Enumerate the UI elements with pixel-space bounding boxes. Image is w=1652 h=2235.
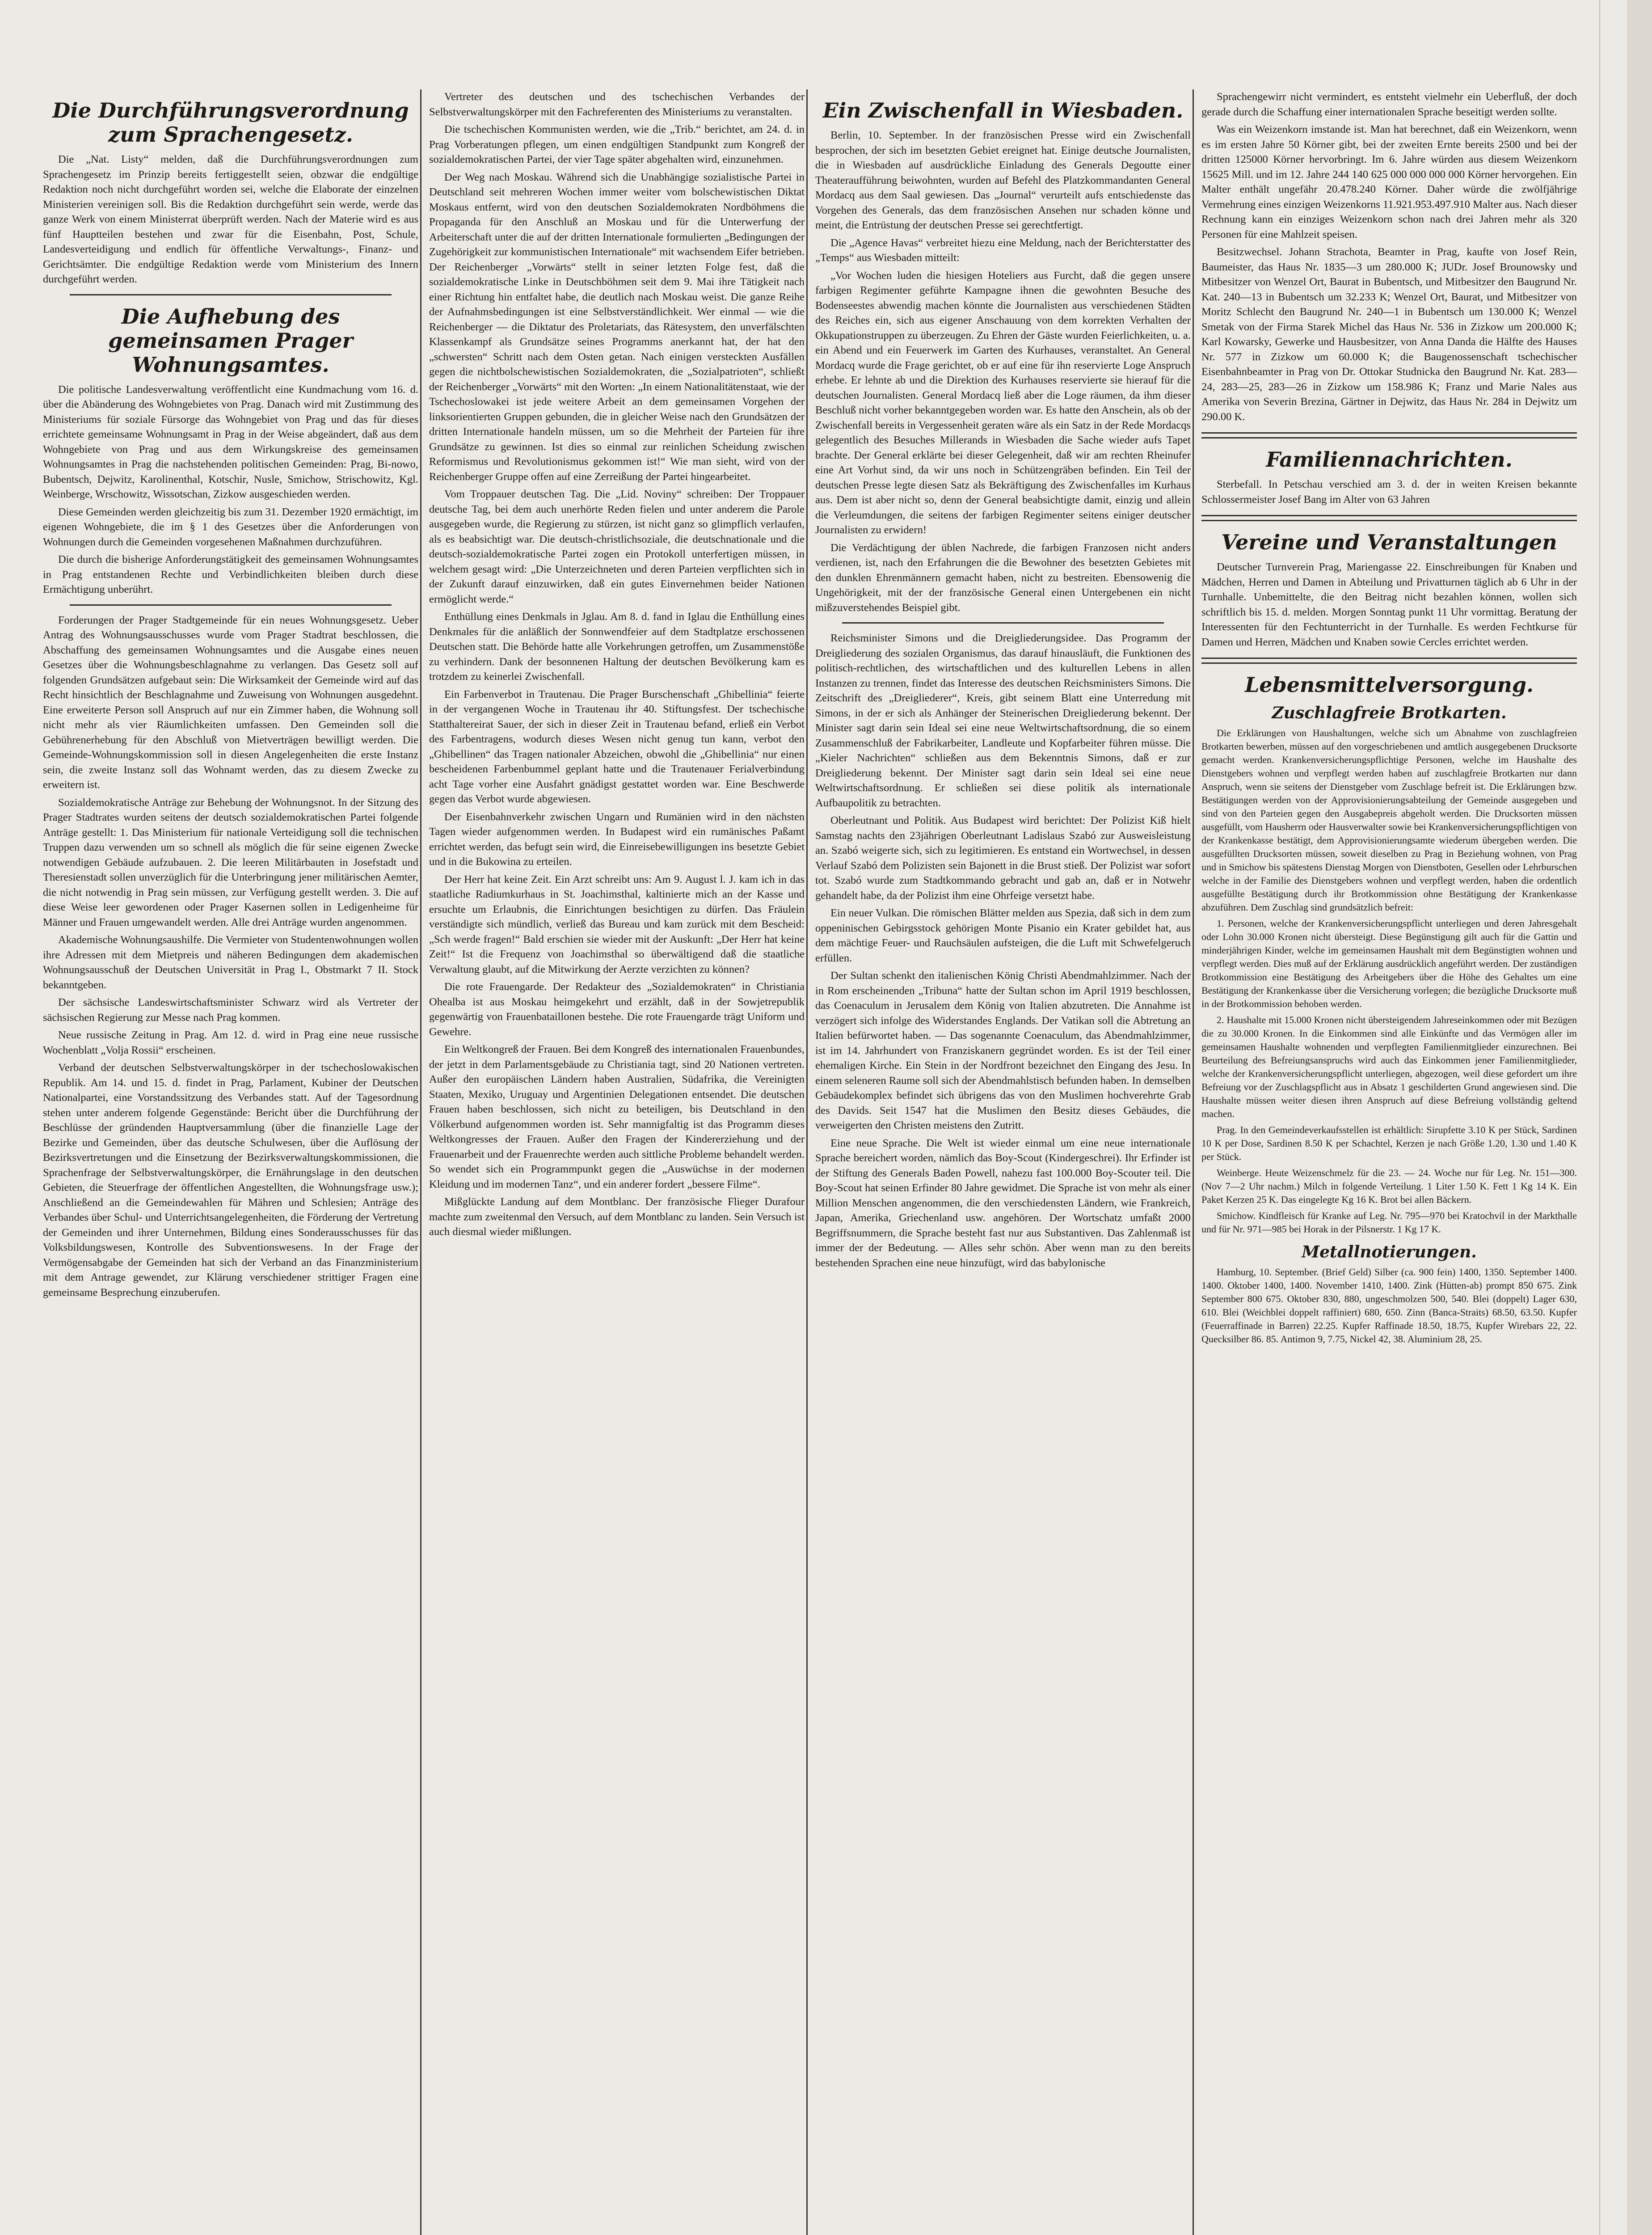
column-1 (43, 89, 418, 2235)
article-paragraph: Neue russische Zeitung in Prag. Am 12. d. wird in Prag eine neue russische Wochenblatt „Volja Rossii“ erscheinen. (43, 1029, 418, 1056)
article-paragraph: Vom Troppauer deutschen Tag. Die „Lid. Noviny“ schreiben: Der Troppauer deutsche Tag, bei dem auch unerhörte Reden fielen und unter anderem die Parole ausgegeben wurde, die Regierung zu stürzen, ist nicht ganz so glimpflich verlaufen, als es beabsichtigt war. Die deutsch-christlichsoziale, die deutschnationale und die deutsch-sozialdemokratische Partei zogen ein Protokoll unterfertigen müssen, in welchem gesagt wird: „Die Unterzeichneten und deren Parteien verpflichten sich in der Zukunft darauf einzuwirken, daß ein gutes Einvernehmen beider Nationen ermöglicht werde.“ (429, 488, 805, 605)
column-3 (815, 89, 1191, 2235)
article-paragraph: Der sächsische Landeswirtschaftsminister Schwarz wird als Vertreter der sächsischen Regierung zur Messe nach Prag kommen. (43, 996, 418, 1024)
article-paragraph: Der Sultan schenkt den italienischen König Christi Abendmahlzimmer. Nach der in Rom erscheinenden „Tribuna“ hatte der Sultan schon im April 1919 beschlossen, das Coenaculum in Jerusalem dem König von Italien abzutreten. Die Annahme ist verzögert sich infolge des Widerstandes Englands. Der Vatikan soll die Abtretung an Italien befürwortet haben. — Das sogenannte Coenaculum, das Abendmahlzimmer, ist im 14. Jahrhundert von Franziskanern gegründet worden. Es ist der Teil einer ehemaligen Kirche. Ein Stein in der Nordfront bezeichnet den Eingang des Jesu. In einem seleneren Raume soll sich der Abendmahlstisch befunden haben. In demselben Gebäudekomplex befindet sich übrigens das von den Muslimen hochverehrte Grab des Davids. Seit 1547 hat die Muslimen den Besitz dieses Gebäudes, die verweigerten den Christen meistens den Zutritt. (815, 970, 1191, 1131)
article-paragraph: Mißglückte Landung auf dem Montblanc. Der französische Flieger Durafour machte zum zweitenmal den Versuch, auf dem Montblanc zu landen. Sein Versuch ist auch diesmal wieder mißlungen. (429, 1196, 805, 1238)
article-paragraph: Oberleutnant und Politik. Aus Budapest wird berichtet: Der Polizist Kiß hielt Samstag nachts den 23jährigen Oberleutnant Ladislaus Szabó zur Ausweisleistung an. Szabó weigerte sich, sich zu legitimieren. Es entstand ein Wortwechsel, in dessen Verlauf Szabó dem Polizisten sein Bajonett in die Brust stieß. Der Polizist war sofort tot. Szabó wurde zum Stadtkommando gebracht und gab an, daß er in Notwehr gehandelt habe, da der Polizist ihm eine Ohrfeige versetzt habe. (815, 814, 1191, 902)
article-paragraph: „Vor Wochen luden die hiesigen Hoteliers aus Furcht, daß die gegen unsere farbigen Regimenter geführte Kampagne ihnen die gewohnten Besuche des Bodenseestes abwendig machen könnte die Journalisten aus verschiedenen Städten des Reiches ein, sich aus eigener Anschauung von dem korrekten Verhalten der Okkupationstruppen zu überzeugen. Zu Ehren der Gäste wurden Feierlichkeiten, u. a. ein Abend und ein Feuerwerk im Garten des Kurhauses, veranstaltet. An General Mordacq wurde die Frage gerichtet, ob er auf eine für ihn reservierte Loge Anspruch erhebe. Er lehnte ab und die Direktion des Kurhauses reservierte sie hierauf für die deutschen Journalisten. General Mordacq ließ aber die Loge räumen, da ihm dieser Beschluß nicht vorher bekanntgegeben worden war. Es hatte den Anschein, als ob der Zwischenfall bereits in Vergessenheit geraten wäre als ein Satz in der Rede Mordacqs gelegentlich des Besuches Millerands in Wiesbaden die Sache wieder aufs Tapet brachte. Der General erklärte bei dieser Gelegenheit, daß wir am rechten Rheinufer eine Art Vorhut sind, da wir uns noch in Schützengräben befinden. Ein Teil der deutschen Presse legte diesen Satz als Bekräftigung des Zwischenfalles im Kurhaus aus. Dem ist aber nicht so, denn der General beabsichtigte damit, einzig und allein die Verleumdungen, die seitens der farbigen Regimenter seitens einiger deutscher Journalisten zu erwidern! (815, 269, 1191, 536)
article-paragraph: Sprachengewirr nicht vermindert, es entsteht vielmehr ein Ueberfluß, der doch gerade durch die Schaffung einer internationalen Sprache beseitigt werden sollte. (1201, 91, 1577, 118)
article-paragraph: Hamburg, 10. September. (Brief Geld) Silber (ca. 900 fein) 1400, 1350. September 1400. 1400. Oktober 1400, 1400. November 1410, 1400. Zink (Hütten-ab) prompt 850 675. Zink September 800 675. Oktober 830, 880, ungeschmolzen 500, 540. Blei (doppelt) Lager 630, 610. Blei (Weichblei doppelt raffiniert) 680, 650. Zinn (Banca-Straits) 68.50, 63.50. Kupfer (Feuerraffinade in Barren) 22.25. Kupfer Raffinade 18.50, 18.75, Kupfer Wirebars 22, 22. Quecksilber 86. 85. Antimon 9, 7.75, Nickel 42, 38. Aluminium 28, 25. (1201, 1266, 1577, 1345)
article-paragraph: Die Erklärungen von Haushaltungen, welche sich um Abnahme von zuschlagfreien Brotkarten bewerben, müssen auf den vorgeschriebenen und amtlich ausgegebenen Drucksorte gemacht werden. Krankenversicherungspflichtige Personen, welche im Haushalte des Dienstgebers wohnen und verpflegt werden haben auf zuschlagfreie Brotkarten nur dann Anspruch, wenn sie seitens der Dienstgeber vom Zuschlage befreit ist. Die Erklärungen bzw. Bestätigungen werden von der Approvisionierungsabteilung der Gemeinde ausgegeben und sind von den Parteien gegen den Ausgabepreis abgeholt werden. Die Drucksorten müssen ausgefüllt, vom Hausherrn oder Hausverwalter sowie bei Krankenversicherungspflichtigen von der Krankenkasse bestätigt, dem Approvisionierungsamte wiederum übergeben werden. Die ausgefüllten Drucksorten müssen, soweit dieselben zu Prag in Beziehung wohnen, von Prag und in Smichow bis spätestens Dienstag Morgen von Dienstboten, Gesellen oder Lehrburschen welche in der Familie des Dienstgebers wohnen und verpflegt werden, haben die ordentlich ausgefüllte Bestätigung durch ihr Brotkommission ohne Bestätigung der Krankenkasse abzuführen. Dem Zuschlag sind grundsätzlich befreit: (1201, 727, 1577, 913)
column-rule (806, 89, 808, 2235)
article-paragraph: Die Verdächtigung der üblen Nachrede, die farbigen Franzosen nicht anders verdienen, ist, nach den Erfahrungen die die Bewohner des besetzten Gebietes mit den dunklen Ehrenmännern gemacht haben, nicht zu bestreiten. Ebensowenig die Ungehörigkeit, mit der der französische General einen Untergebenen ein nicht mißzuverstehendes Beispiel gibt. (815, 541, 1191, 614)
article-paragraph: Die „Agence Havas“ verbreitet hiezu eine Meldung, nach der Berichterstatter des „Temps“ aus Wiesbaden mitteilt: (815, 236, 1191, 264)
subheadline-brotkarten: Zuschlagfreie Brotkarten. (1272, 704, 1507, 722)
divider (70, 294, 392, 295)
divider (842, 622, 1164, 624)
article-paragraph: Weinberge. Heute Weizenschmelz für die 23. — 24. Woche nur für Leg. Nr. 151—300. (Nov 7—2 Uhr nachm.) Milch in folgende Verteilung. 1 Liter 1.50 K. Fett 1 Kg 14 K. Ein Paket Kerzen 25 K. Das eingelegte Kg 16 K. Brot bei allen Bäckern. (1201, 1167, 1577, 1205)
page-fold (1599, 0, 1600, 2235)
page-edge (1627, 0, 1652, 2235)
article-paragraph: Die durch die bisherige Anforderungstätigkeit des gemeinsamen Wohnungsamtes in Prag entstandenen Rechte und Verbindlichkeiten bleiben durch diese Ermächtigung unberührt. (43, 553, 418, 595)
article-paragraph: Diese Gemeinden werden gleichzeitig bis zum 31. Dezember 1920 ermächtigt, im eigenen Wohngebiete, die im § 1 des Gesetzes über die Anforderungen von Wohnungen durch die Gemeinden vorgesehenen Maßnahmen durchzuführen. (43, 506, 418, 548)
article-paragraph: Der Herr hat keine Zeit. Ein Arzt schreibt uns: Am 9. August l. J. kam ich in das staatliche Radiumkurhaus in St. Joachimsthal, kaltinierte mich an der Kasse und ersuchte um Erlaubnis, die Einrichtungen besichtigen zu dürfen. Das Fräulein verständigte sich mündlich, verließ das Bureau und kam zurück mit dem Bescheid: „Sch werde fragen!“ Bald erschien sie wieder mit der Auskunft: „Der Herr hat keine Zeit!“ Ist die Frequenz von Joachimsthal so überwältigend daß die staatliche Verwaltung glaubt, auf die Mitwirkung der Aerzte verzichten zu können? (429, 873, 805, 975)
article-paragraph: Der Eisenbahnverkehr zwischen Ungarn und Rumänien wird in den nächsten Tagen wieder aufgenommen werden. In Budapest wird ein rumänisches Paßamt errichtet werden, das befugt sein wird, die Einreisebewilligungen ins besetzte Gebiet und in die Bukowina zu erteilen. (429, 810, 805, 868)
article-paragraph: Forderungen der Prager Stadtgemeinde für ein neues Wohnungsgesetz. Ueber Antrag des Wohnungsausschusses wurde vom Prager Stadtrat beschlossen, die Abschaffung des gemeinsamen Wohnungsamtes und die Ausgabe eines neuen Gesetzes über die Wohnungsbeschlagnahme zu verlangen. Das Gesetz soll auf folgenden Grundsätzen aufgebaut sein: Die Wirksamkeit der Gemeinde wird auf das Recht hinsichtlich der Beschlagnahme und Zuweisung von Wohnungen ausgedehnt. Eine erweiterte Person soll Anspruch auf nur ein Zimmer haben, die Wohnung soll nicht mehr als vier Räumlichkeiten umfassen. Den Gemeinden soll die Gebührenerhebung für den Abschluß von Mietverträgen bewilligt werden. Die Gemeinde-Wohnungskommission soll in diesen Angelegenheiten die erste Instanz sein, die zweite Instanz soll das Wohnamt werden, das zu diesem Zwecke zu erweitern ist. (43, 614, 418, 791)
column-4 (1201, 89, 1577, 2235)
headline-wiesbaden: Ein Zwischenfall in Wiesbaden. (822, 98, 1184, 122)
article-paragraph: Die politische Landesverwaltung veröffentlicht eine Kundmachung vom 16. d. über die Abänderung des Wohngebietes von Prag. Danach wird mit Zustimmung des Ministeriums für soziale Fürsorge das Wohngebiet von Prag und das für dieses errichtete gemeinsame Wohnungsamt in Prag in der Weise abgeändert, daß aus dem Wohngebiete von Prag und aus dem Wirkungskreise des gemeinsamen Wohnungsamtes in Prag die nachstehenden politischen Gemeinden: Prag, Bi-nowo, Bubentsch, Dejwitz, Karolinenthal, Kotschir, Nusle, Smichow, Strischowitz, Kgl. Weinberge, Wrschowitz, Wissotschan, Zizkow ausgeschieden werden. (43, 383, 418, 500)
divider (70, 604, 392, 606)
column-2 (429, 89, 805, 2235)
article-paragraph: Akademische Wohnungsaushilfe. Die Vermieter von Studentenwohnungen wollen ihre Adressen mit dem Mietpreis und näheren Bedingungen dem akademischen Wohnungsausschuß der Deutschen Universität in Prag I., Obstmarkt 7 II. Stock bekanntgeben. (43, 934, 418, 991)
article-paragraph: 1. Personen, welche der Krankenversicherungspflicht unterliegen und deren Jahresgehalt oder Lohn 30.000 Kronen nicht übersteigt. Diese Begünstigung gilt auch für die Gattin und minderjährigen Kinder, welche im gemeinsamen Haushalt mit dem Begünstigten wohnen und verpflegt werden. Dies muß auf der Erklärung ausdrücklich angeführt werden. Der zuständigen Brotkommission eine Bestätigung des Arbeitgebers über die Höhe des Gehaltes um eine Bestätigung der Krankenkasse über die Versicherung vorlegen; die bezügliche Drucksorte muß in der Brotkommission behoben werden. (1201, 918, 1577, 1009)
article-paragraph: Die tschechischen Kommunisten werden, wie die „Trib.“ berichtet, am 24. d. in Prag Vorberatungen pflegen, um einen endgültigen Standpunkt zum Kongreß der sozialdemokratischen Partei, der vier Tage später abgehalten wird, einzunehmen. (429, 123, 805, 165)
article-paragraph: Ein Farbenverbot in Trautenau. Die Prager Burschenschaft „Ghibellinia“ feierte in der vergangenen Woche in Trautenau ihr 40. Stiftungsfest. Der tschechische Statthaltereirat Sauer, der sich in dieser Zeit in Trautenau befand, erließ ein Verbot des Farbentragens, wodurch dieses Wesen nicht genug tun kann, verbot den „Ghibellinen“ das Tragen nationaler Abzeichen, obwohl die „Ghibellinia“ nur einen bescheidenen Farbenbummel geplant hatte und die Trautenauer Ferialverbindung acht Tage vorher eine Ausfahrt gnädigst gestattet worden war. Eine Beschwerde gegen das Verbot wurde abgewiesen. (429, 688, 805, 805)
article-paragraph: Eine neue Sprache. Die Welt ist wieder einmal um eine neue internationale Sprache bereichert worden, nämlich das Boy-Scout (Kindergeschrei). Ihr Erfinder ist der Stiftung des Generals Baden Powell, nahezu fast 100.000 Boy-Scouter teil. Die Boy-Scout hat seinen Erfinder 80 Jahre gewidmet. Die Sprache ist von mehr als einer Million Menschen angenommen, die den verschiedensten Ländern, wie Frankreich, Japan, Amerika, Griechenland usw. angehören. Der Wortschatz umfaßt 2000 Begriffsnummern, die Sprache besteht fast nur aus Substantiven. Das Zahlenmaß ist immer der der Bedeutung. — Alles sehr schön. Aber wenn man zu den bereits bestehenden Sprachen eine neue hinzufügt, wird das babylonische (815, 1137, 1191, 1269)
article-paragraph: Deutscher Turnverein Prag, Mariengasse 22. Einschreibungen für Knaben und Mädchen, Herren und Damen in Abteilung und Privatturnen täglich ab 6 Uhr in der Turnhalle. Unbemittelte, die den Beitrag nicht bezahlen können, wollen sich schriftlich bis 15. d. melden. Morgen Sonntag punkt 11 Uhr vormittag. Beratung der Interessenten für den Fechtunterricht in der Turnhalle. Es werden Fechtkurse für Damen und Herren, Mädchen und Knaben sowie Cercles errichtet werden. (1201, 561, 1577, 648)
article-paragraph: Smichow. Kindfleisch für Kranke auf Leg. Nr. 795—970 bei Kratochvil in der Markthalle und für Nr. 971—985 bei Horak in der Pilsnerstr. 1 Kg 17 K. (1201, 1210, 1577, 1235)
article-paragraph: Reichsminister Simons und die Dreigliederungsidee. Das Programm der Dreigliederung des sozialen Organismus, das darauf hinausläuft, die Funktionen des politisch-rechtlichen, des wirtschaftlichen und des kulturellen Lebens in allen Instanzen zu trennen, findet das Interesse des deutschen Reichsministers Simons. Die Zeitschrift des „Dreigliederer“, Kreis, gibt seinem Blatt eine Unterredung mit Simons, in der er sich als Anhänger der Steinerischen Dreigliederung bekennt. Der Minister sagt darin sein Ideal sei eine neue Weltwirtschaftsordnung, die so einem Zusammenschluß der Fabrikarbeiter, Landleute und Kopfarbeiter führen müsse. Die „Kieler Nachrichten“ schließen aus dem Bekenntnis Simons, daß er zur Dreigliederung bekennt. Der Minister sagt darin sein Ideal sei eine neue Weltwirtschaftsordnung. Er schließen sei diese politik als internationale Aufbaupolitik zu betrachten. (815, 632, 1191, 809)
subheadline-metallnotierungen: Metallnotierungen. (1302, 1243, 1477, 1261)
article-paragraph: Verband der deutschen Selbstverwaltungskörper in der tschechoslowakischen Republik. Am 14. und 15. d. findet in Prag, Parlament, Kubiner der Deutschen Nationalpartei, eine Vorstandssitzung des Verbandes statt. Auf der Tagesordnung stehen unter anderem folgende Gegenstände: Bericht über die Durchführung der Beschlüsse der gründenden Hauptversammlung (über die finanzielle Lage der Bezirke und Gemeinden, über das deutsche Schulwesen, über die Auflösung der Bezirksvertretungen und die Einsetzung der Bezirksverwaltungskommissionen, die Sprachenfrage der Selbstverwaltungskörper, die Ernährungslage in den deutschen Gebieten, die Steuerfrage der öffentlichen Angestellten, die Wohnungsfrage usw.); Anschließend an die Gemeindewahlen für Mähren und Schlesien; Anträge des Verbandes über Schul- und Unterrichtsangelegenheiten, die Förderung der Vertretung der Gemeinden und ihrer Unternehmen, Bildung eines Sonderausschusses für das Volksbildungswesen, Kontrolle des Subventionswesens. In der Frage der Vermögensabgabe der Gemeinden hat sich der Verband an das Finanzministerium mit dem Antrage gewendet, zur Klärung verschiedener strittiger Fragen eine gemeinsame Besprechung einzuberufen. (43, 1062, 418, 1299)
divider (1201, 658, 1577, 664)
article-paragraph: Die „Nat. Listy“ melden, daß die Durchführungsverordnungen zum Sprachengesetz im Prinzip bereits fertiggestellt seien, obzwar die endgültige Redaktion noch nicht durchgeführt worden sei, welche die Elaborate der einzelnen Ministerien vereinigen soll. Bis die Redaktion durchgeführt sein werde, werde das ganze Werk von einem Ministerrat überprüft werden. Nach der Materie wird es aus fünf Hauptteilen bestehen und zwar für die Eisenbahn, Post, Schule, Landesverteidigung und endlich für öffentliche Verwaltungs-, Finanz- und Gerichtsämter. Die endgültige Redaktion werde vom Ministerium des Innern durchgeführt werden. (43, 153, 418, 285)
headline-lebensmittel: Lebensmittelversorgung. (1244, 673, 1534, 697)
article-paragraph: Sozialdemokratische Anträge zur Behebung der Wohnungsnot. In der Sitzung des Prager Stadtrates wurden seitens der deutsch sozialdemokratischen Partei folgende Anträge gestellt: 1. Das Ministerium für nationale Verteidigung soll die technischen Truppen dazu verwenden um so schnell als möglich die für seine eigenen Zwecke notwendigen Gebäude aufzubauen. 2. Die leeren Militärbauten in Josefstadt und Theresienstadt sollen unverzüglich für die Unterbringung jener militärischen Aemter, die nicht notwendig in Prag sein müssen, zur Verfügung gestellt werden. 3. Die auf diese Weise leer gewordenen oder Prager Kasernen sollen in Ledigenheime für Männer und Frauen umgewandelt werden. Alle drei Anträge wurden angenommen. (43, 796, 418, 928)
article-paragraph: Ein Weltkongreß der Frauen. Bei dem Kongreß des internationalen Frauenbundes, der jetzt in dem Parlamentsgebäude zu Christiania tagt, sind 20 Nationen vertreten. Außer den europäischen Ländern haben Australien, Südafrika, die Vereinigten Staaten, Mexiko, Uruguay und Argentinien Delegationen entsendet. Die deutschen Frauen haben beschlossen, sich nicht zu beteiligen, bis Deutschland in den Völkerbund aufgenommen worden ist. Sehr mannigfaltig ist das Programm dieses Weltkongresses der Frauen. Außer den Fragen der Kindererziehung und der Frauenarbeit und der Frauenrechte werden auch sittliche Probleme behandelt werden. So wendet sich ein Programmpunkt gegen die „Auswüchse in der modernen Kleidung und im modernen Tanz“, und ein anderer fordert „bessere Filme“. (429, 1043, 805, 1190)
headline-wohnungsamt: Die Aufhebung des gemeinsamen Prager Wohnungsamtes. (108, 304, 353, 377)
article-paragraph: Ein neuer Vulkan. Die römischen Blätter melden aus Spezia, daß sich in dem zum oppeninischen Gebirgsstock gehörigen Monte Pisanio ein Krater gebildet hat, aus dem mächtige Feuer- und Rauchsäulen aufsteigen, die die Luft mit Schwefelgeruch erfüllen. (815, 907, 1191, 964)
divider (1201, 515, 1577, 521)
article-paragraph: Die rote Frauengarde. Der Redakteur des „Sozialdemokraten“ in Christiania Ohealba ist aus Moskau heimgekehrt und erzählt, daß in der Sowjetrepublik gegenwärtig von Frauenbataillonen bestehe. Die rote Frauengarde trägt Uniform und Gewehre. (429, 981, 805, 1038)
column-rule (420, 89, 421, 2235)
article-paragraph: 2. Haushalte mit 15.000 Kronen nicht übersteigendem Jahreseinkommen oder mit Bezügen die zu 30.000 Kronen. In die Einkommen sind alle Einkünfte und das Vermögen aller im gemeinsamen Haushalte wohnenden und verpflegten Familienmitglieder einzurechnen. Bei Beurteilung des Befreiungsanspruchs wird auch das Einkommen jener Familienmitglieder, welche der Krankenversicherungspflicht unterliegen, abgezogen, weil diese gefordert um ihre Befreiung vor der Zuschlagspflicht aus in Absatz 1 geschilderten Grund angewiesen sind. Die Haushalte müssen weiter diesen ihren Anspruch auf diese Befreiung vollständig geltend machen. (1201, 1014, 1577, 1119)
article-paragraph: Prag. In den Gemeindeverkaufsstellen ist erhältlich: Sirupfette 3.10 K per Stück, Sardinen 10 K per Dose, Sardinen 8.50 K per Schachtel, Kerzen je nach Größe 1.20, 1.30 und 1.40 K per Stück. (1201, 1124, 1577, 1162)
article-paragraph: Enthüllung eines Denkmals in Jglau. Am 8. d. fand in Iglau die Enthüllung eines Denkmales für die anläßlich der Sonnwendfeier auf dem Stadtplatze erschossenen Deutschen statt. Die Behörde hatte alle Vorkehrungen getroffen, um Zusammenstöße zu verhindern. Dank der besonnenen Haltung der deutschen Bevölkerung kam es trotzdem zu keinerlei Zwischenfall. (429, 611, 805, 683)
article-paragraph: Besitzwechsel. Johann Strachota, Beamter in Prag, kaufte von Josef Rein, Baumeister, das Haus Nr. 1835—3 um 280.000 K; JUDr. Josef Brounowsky und Mitbesitzer von Wenzel Ort, Baurat in Bubentsch, und Mitbesitzer den Baugrund Nr. Kat. 240—13 in Bubentsch um 32.233 K; Wenzel Ort, Baurat, und Mitbesitzer von Moritz Schlecht den Baugrund Nr. 240—1 in Bubentsch um 130.000 K; Wenzel Smetak von der Firma Starek Michel das Haus Nr. 536 in Zizkow um 200.000 K; Karl Kowarsky, Gewerke und Hausbesitzer, von Anna Danda die Hälfte des Hauses Nr. 577 in Zizkow um 60.000 K; die Baugenossenschaft tschechischer Eisenbahnbeamter in Prag von Dr. Ottokar Studnicka den Baugrund Nr. Kat. 283—24, 283—25, 283—26 in Zizkow um 158.986 K; Franz und Marie Nales aus Amerika von Severin Brezina, Gärtner in Dejwitz, das Haus Nr. 284 in Dejwitz um 290.00 K. (1201, 246, 1577, 423)
article-paragraph: Vertreter des deutschen und des tschechischen Verbandes der Selbstverwaltungskörper mit den Fachreferenten des Ministeriums zu veranstalten. (429, 91, 805, 118)
article-paragraph: Der Weg nach Moskau. Während sich die Unabhängige sozialistische Partei in Deutschland seit mehreren Wochen immer weiter vom bolschewistischen Diktat Moskaus entfernt, wird von den deutschen Sozialdemokraten Nordböhmens die Propaganda für den Anschluß an Moskau und für die Unterwerfung der Arbeiterschaft unter die auf der dritten Internationale formulierten „Bedingungen der Zugehörigkeit zur kommunistischen Internationale“ mit wachsendem Eifer betrieben. Der Reichenberger „Vorwärts“ stellt in seiner letzten Folge fest, daß die sozialdemokratische Linke in Deutschböhmen seit dem 9. Mai ihre Tätigkeit nach einer Richtung hin entfaltet habe, die deutlich nach Moskau weist. Die ganze Reihe der Aufnahmsbedingungen ist eine Selbstverständlichkeit. Wer einmal — wie die Reichenberger — die Diktatur des Proletariats, das Rätesystem, den unverfälschten Klassenkampf als Grundsätze seines Programms anerkannt hat, der hat den „schwersten“ Schritt nach dem Osten getan. Nach einigen versteckten Ausfällen gegen die nichtbolschewistischen Sozialdemokraten, die „Sozialpatrioten“, schließt der Reichenberger „Vorwärts“ mit den Worten: „In einem Nationalitätenstaat, wie der Tschechoslowakei ist jede weitere Arbeit an dem gemeinsamen Vorgehen der linksorientierten Gruppen gebunden, die in gleicher Weise nach den Grundsätzen der dritten Internationale handeln müssen, um so die Mehrheit der Parteien für ihre Grundsätze zu gewinnen. Ist dies so einmal zur reinlichen Scheidung zwischen Reformismus und Revolutionismus gekommen ist!“ Wie man sieht, wird von der Reichenberger Gruppe offen auf eine Zerreißung der Partei hingearbeitet. (429, 171, 805, 483)
article-paragraph: Was ein Weizenkorn imstande ist. Man hat berechnet, daß ein Weizenkorn, wenn es im ersten Jahre 50 Körner gibt, bei der zweiten Ernte bereits 2500 und bei der dritten 125000 Körner hervorbringt. Im 6. Jahre würden aus diesem Weizenkorn 15625 Mill. und im 12. Jahre 244 140 625 000 000 000 000 Körner hervorgehen. Ein Malter enthält ungefähr 20.478.240 Körner. Daher würde die zwölfjährige Vermehrung eines einzigen Weizenkorns 11.921.953.497.910 Malter aus. Nach dieser Rechnung kann ein einziges Weizenkorn schon nach drei Jahren mehr als 320 Personen für eine Mahlzeit speisen. (1201, 123, 1577, 240)
divider (1201, 432, 1577, 439)
article-paragraph: Sterbefall. In Petschau verschied am 3. d. der in weiten Kreisen bekannte Schlossermeister Josef Bang im Alter von 63 Jahren (1201, 478, 1577, 506)
headline-vereine: Vereine und Veranstaltungen (1221, 530, 1557, 554)
headline-familiennachrichten: Familiennachrichten. (1266, 447, 1513, 472)
headline-sprachengesetz: Die Durchführungsverordnung zum Sprachengesetz. (52, 98, 409, 147)
column-rule (1193, 89, 1194, 2235)
article-paragraph: Berlin, 10. September. In der französischen Presse wird ein Zwischenfall besprochen, der sich im besetzten Gebiet ereignet hat. Einige deutsche Journalisten, die in Wiesbaden auf ausdrückliche Einladung des Generals Degoutte einer Theateraufführung beiwohnten, wurden auf Befehl des Platzkommandanten General Mordacq aus dem Saal gewiesen. Das „Journal“ verurteilt aufs entschiedenste das Vorgehen des Generals, das dem französischen Ansehen nur schaden könne und meint, die Entrüstung der deutschen Presse sei gerechtfertigt. (815, 129, 1191, 231)
